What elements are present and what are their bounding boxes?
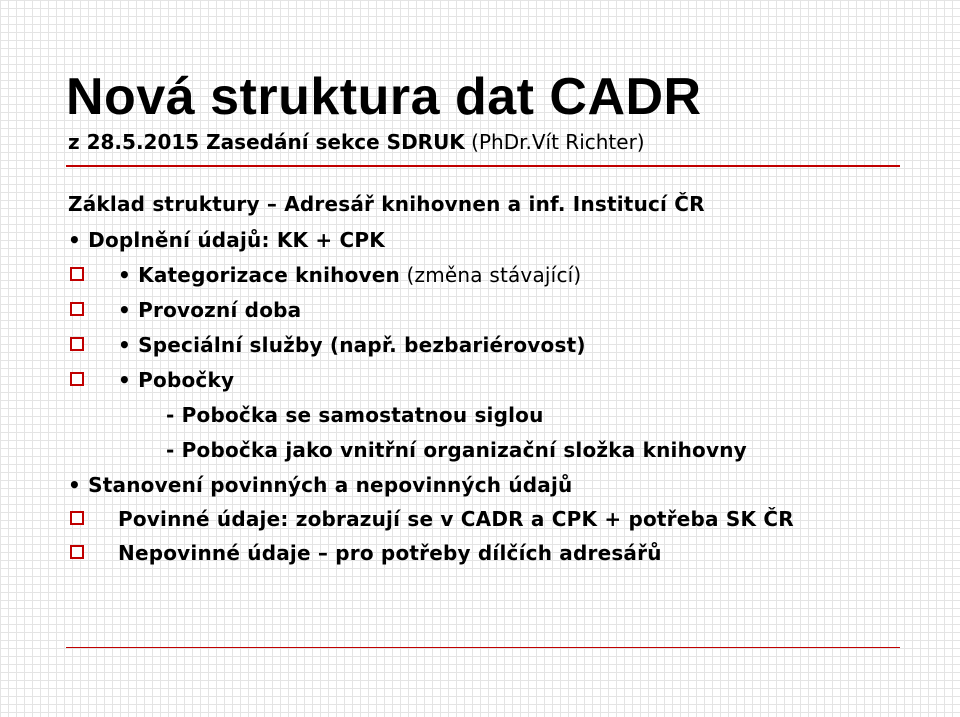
line-doplneni: • Doplnění údajů: KK + CPK [68,228,385,252]
square-bullet-icon [70,511,84,525]
line-pobocka-slozka: - Pobočka jako vnitřní organizační složka knihovny [166,438,747,462]
square-bullet-icon [70,302,84,316]
line-zaklad: Základ struktury – Adresář knihovnen a inf. Institucí ČR [68,192,705,216]
kategorizace-bold: • Kategorizace knihoven [118,263,400,287]
line-nepovinne: Nepovinné údaje – pro potřeby dílčích adresářů [118,541,662,565]
square-bullet-icon [70,545,84,559]
title-divider [66,165,900,167]
line-pobocka-sigla: - Pobočka se samostatnou siglou [166,403,544,427]
slide-title: Nová struktura dat CADR [66,68,702,126]
subtitle-bold: z 28.5.2015 Zasedání sekce SDRUK [68,130,465,154]
line-provozni: • Provozní doba [118,298,302,322]
square-bullet-icon [70,267,84,281]
kategorizace-normal: (změna stávající) [399,263,582,287]
line-stanoveni: • Stanovení povinných a nepovinných údajů [68,473,573,497]
footer-divider [66,647,900,648]
line-povinne: Povinné údaje: zobrazují se v CADR a CPK + potřeba SK ČR [118,507,794,531]
square-bullet-icon [70,372,84,386]
square-bullet-icon [70,337,84,351]
subtitle-normal: (PhDr.Vít Richter) [464,130,645,154]
line-specialni: • Speciální služby (např. bezbariérovost) [118,333,586,357]
line-kategorizace [118,261,581,289]
line-pobocky: • Pobočky [118,368,235,392]
slide-subtitle [68,128,645,156]
